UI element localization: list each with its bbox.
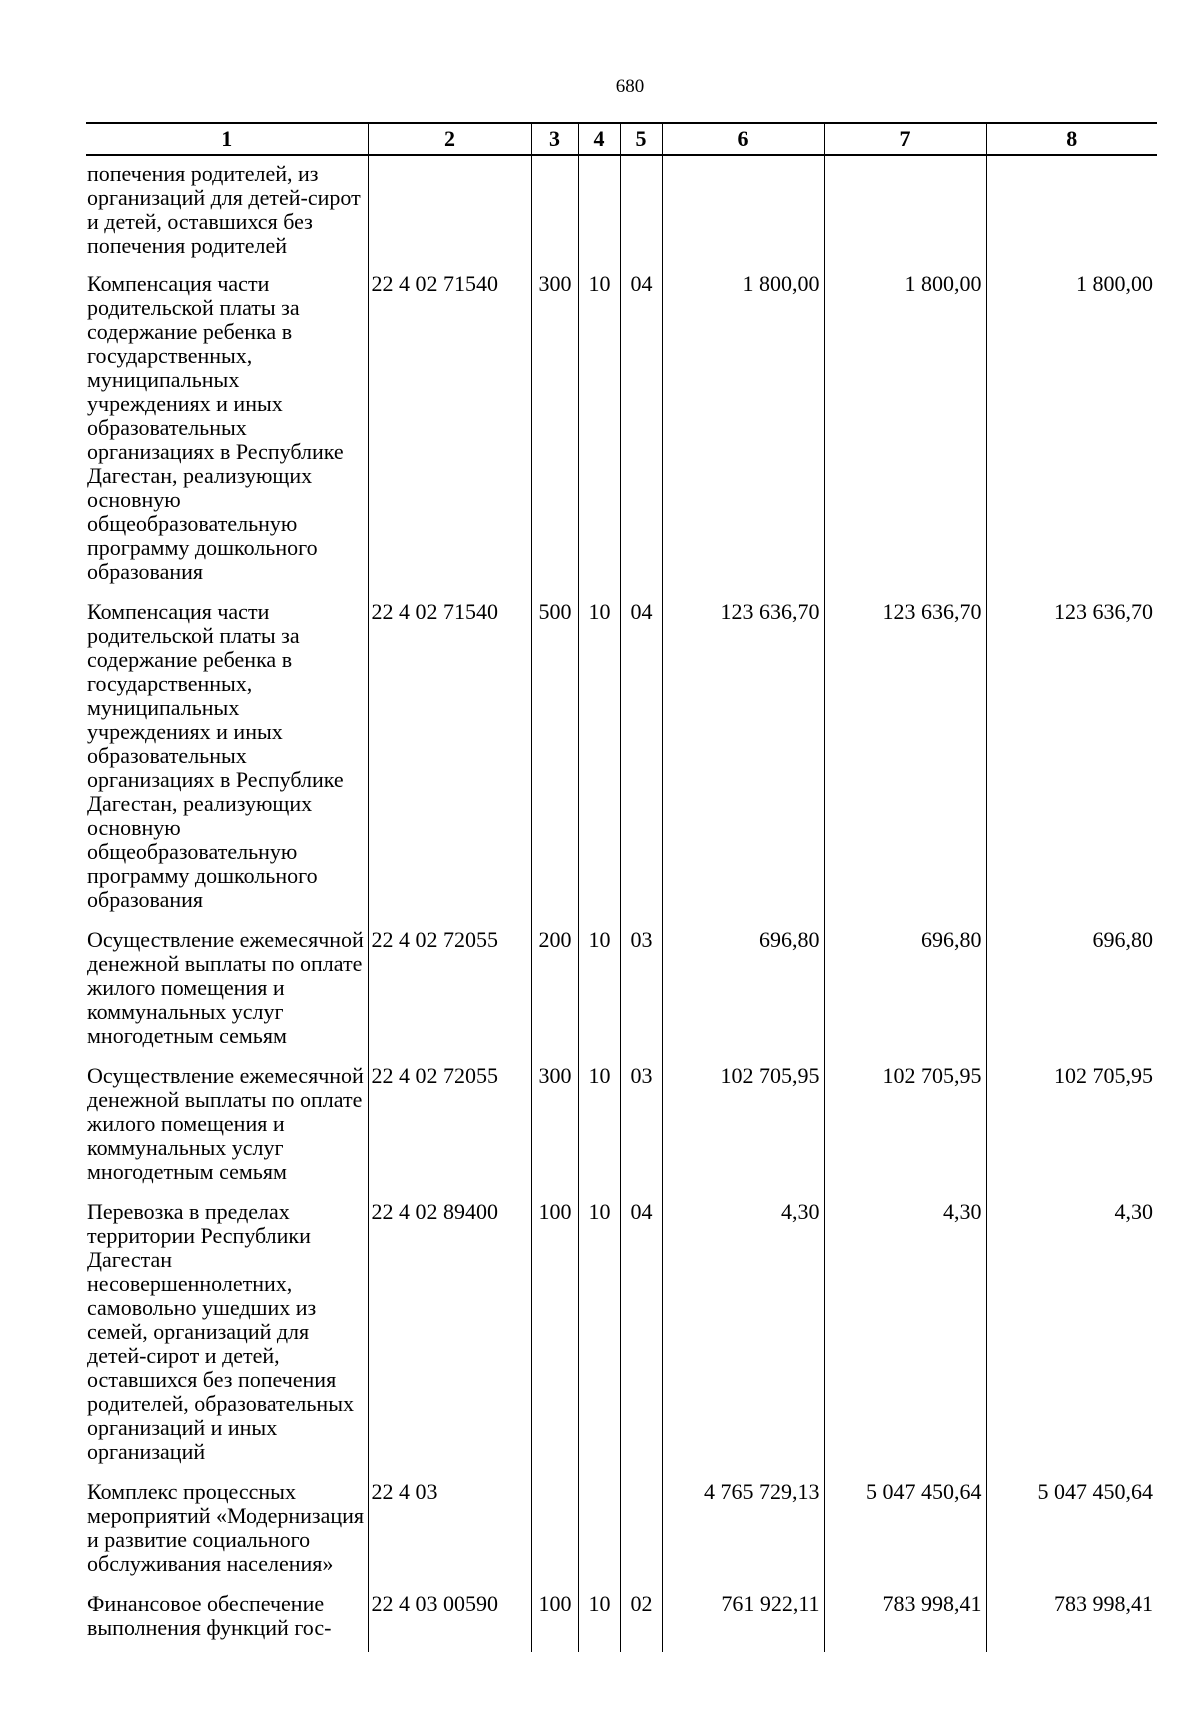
row-name-cell: Осуществление ежемесячной денежной выплаты по оплате жилого помещения и коммунальных услуг многодетным семьям [86, 924, 368, 1060]
continuation-text: попечения родителей, из организаций для детей-сирот и детей, оставшихся без попечения родителей [87, 161, 361, 258]
header-col-5: 5 [620, 123, 662, 155]
header-col-4: 4 [578, 123, 620, 155]
row-value-7-cell: 5 047 450,64 [824, 1476, 986, 1588]
row-value-6-cell: 4,30 [662, 1196, 824, 1476]
row-col5-cell: 03 [620, 924, 662, 1060]
row-col3-cell: 500 [531, 596, 578, 924]
row-col3-cell: 300 [531, 268, 578, 596]
row-value-7-cell: 783 998,41 [824, 1588, 986, 1652]
row-code-cell: 22 4 02 71540 [368, 268, 531, 596]
row-value-7-cell: 1 800,00 [824, 268, 986, 596]
row-value-6-cell: 696,80 [662, 924, 824, 1060]
row-col5-cell: 04 [620, 268, 662, 596]
table-row [86, 1196, 1157, 1476]
row-name-cell: Осуществление ежемесячной денежной выплаты по оплате жилого помещения и коммунальных услуг многодетным семьям [86, 1060, 368, 1196]
header-col-7: 7 [824, 123, 986, 155]
table-header [86, 123, 1157, 155]
header-col-2: 2 [368, 123, 531, 155]
row-col4-cell [578, 1476, 620, 1588]
row-code-cell: 22 4 02 72055 [368, 924, 531, 1060]
row-col5-cell: 04 [620, 596, 662, 924]
row-col4-cell: 10 [578, 1588, 620, 1652]
row-code-cell: 22 4 02 71540 [368, 596, 531, 924]
header-col-8: 8 [986, 123, 1157, 155]
table-row-continuation [86, 155, 1157, 268]
row-code-cell: 22 4 02 89400 [368, 1196, 531, 1476]
row-col5-cell: 03 [620, 1060, 662, 1196]
table-row [86, 268, 1157, 596]
row-col4-cell: 10 [578, 1196, 620, 1476]
row-name-cell: Компенсация части родительской платы за содержание ребенка в государственных, муниципальных учреждениях и иных образовательных организациях в Республике Дагестан, реализующих основную общеобразовательную программу дошкольного образования [86, 596, 368, 924]
table-row [86, 1588, 1157, 1652]
row-col5-cell: 04 [620, 1196, 662, 1476]
table-row [86, 924, 1157, 1060]
row-col3-cell: 100 [531, 1196, 578, 1476]
header-col-6: 6 [662, 123, 824, 155]
row-value-7-cell: 102 705,95 [824, 1060, 986, 1196]
row-value-7-cell: 123 636,70 [824, 596, 986, 924]
row-value-8-cell: 5 047 450,64 [986, 1476, 1157, 1588]
row-value-6-cell: 761 922,11 [662, 1588, 824, 1652]
row-code-cell: 22 4 03 00590 [368, 1588, 531, 1652]
header-col-3: 3 [531, 123, 578, 155]
row-value-8-cell: 4,30 [986, 1196, 1157, 1476]
row-name-cell: Компенсация части родительской платы за содержание ребенка в государственных, муниципальных учреждениях и иных образовательных организациях в Республике Дагестан, реализующих основную общеобразовательную программу дошкольного образования [86, 268, 368, 596]
row-name-cell: Комплекс процессных мероприятий «Модернизация и развитие социального обслуживания населения» [86, 1476, 368, 1588]
row-value-8-cell: 102 705,95 [986, 1060, 1157, 1196]
header-col-1: 1 [86, 123, 368, 155]
row-code-cell: 22 4 03 [368, 1476, 531, 1588]
row-name-cell [86, 155, 368, 268]
row-value-6-cell: 1 800,00 [662, 268, 824, 596]
budget-table [86, 122, 1157, 1652]
row-value-7-cell: 4,30 [824, 1196, 986, 1476]
row-value-6-cell: 102 705,95 [662, 1060, 824, 1196]
row-value-8-cell: 123 636,70 [986, 596, 1157, 924]
table-row [86, 596, 1157, 924]
row-col3-cell [531, 1476, 578, 1588]
row-col5-cell [620, 1476, 662, 1588]
row-value-6-cell: 123 636,70 [662, 596, 824, 924]
table-row [86, 1476, 1157, 1588]
row-col3-cell: 300 [531, 1060, 578, 1196]
row-value-8-cell: 696,80 [986, 924, 1157, 1060]
row-col3-cell: 200 [531, 924, 578, 1060]
row-code-cell: 22 4 02 72055 [368, 1060, 531, 1196]
row-name-cell: Финансовое обеспечение выполнения функций гос- [86, 1588, 368, 1652]
page-number: 680 [615, 76, 645, 97]
row-col4-cell: 10 [578, 1060, 620, 1196]
row-col4-cell: 10 [578, 924, 620, 1060]
row-col4-cell: 10 [578, 596, 620, 924]
row-col4-cell: 10 [578, 268, 620, 596]
table-row [86, 1060, 1157, 1196]
row-value-6-cell: 4 765 729,13 [662, 1476, 824, 1588]
row-value-8-cell: 783 998,41 [986, 1588, 1157, 1652]
row-value-7-cell: 696,80 [824, 924, 986, 1060]
row-name-cell: Перевозка в пределах территории Республики Дагестан несовершеннолетних, самовольно ушедших из семей, организаций для детей-сирот и детей, оставшихся без попечения родителей, образовательных организаций и иных организаций [86, 1196, 368, 1476]
row-col5-cell: 02 [620, 1588, 662, 1652]
row-value-8-cell: 1 800,00 [986, 268, 1157, 596]
row-col3-cell: 100 [531, 1588, 578, 1652]
